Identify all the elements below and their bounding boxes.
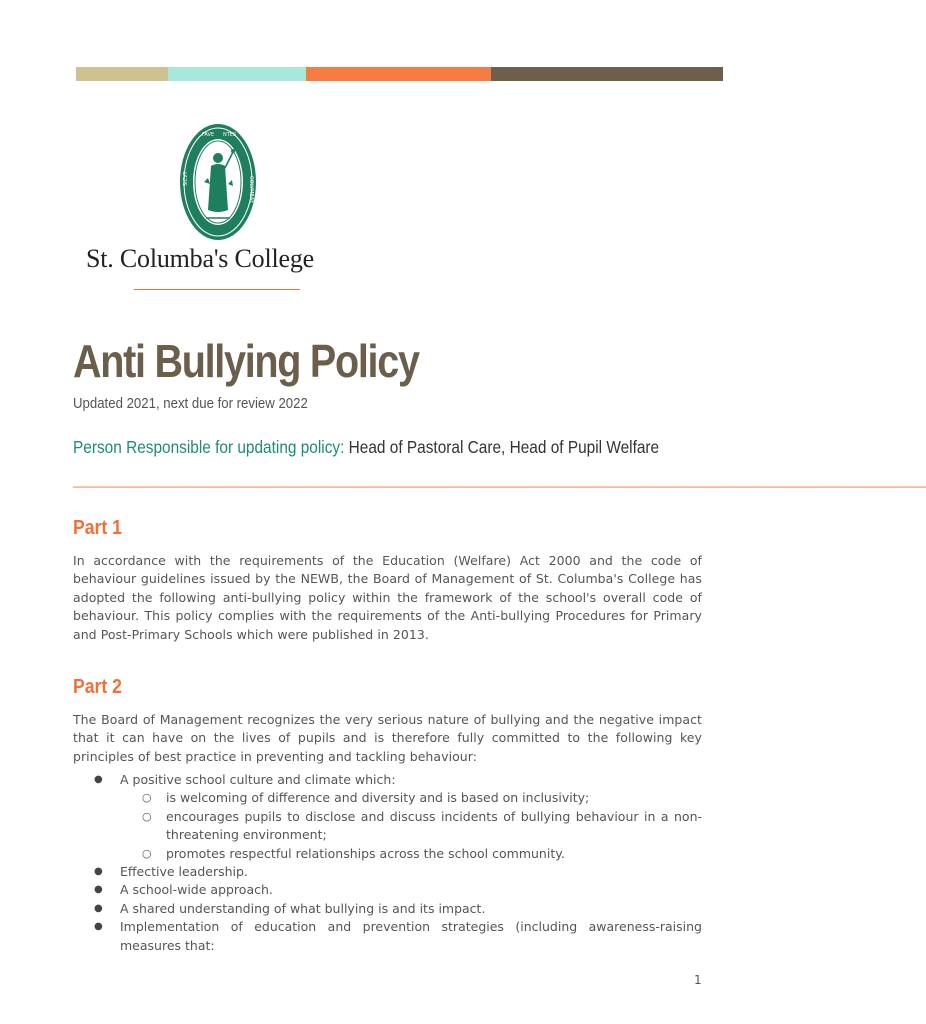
responsible-value: Head of Pastoral Care, Head of Pupil Welfare <box>348 437 660 457</box>
document-subtitle: Updated 2021, next due for review 2022 <box>73 395 308 412</box>
college-name-underline <box>134 289 300 290</box>
sub-bullet-icon: ○ <box>142 809 152 823</box>
list-item <box>73 863 702 881</box>
sub-bullet-icon: ○ <box>142 846 152 860</box>
svg-text:COLVMBAE: COLVMBAE <box>248 176 254 204</box>
principles-list <box>73 771 702 955</box>
sublist-item <box>120 845 702 863</box>
principles-sublist <box>120 789 702 863</box>
responsible-person-line <box>73 437 659 458</box>
bullet-icon: ● <box>94 921 103 933</box>
list-item-text: Implementation of education and prevention strategies (including awareness-raising measures that: <box>120 919 702 953</box>
svg-text:FAVE: FAVE <box>202 132 215 138</box>
svg-text:NTES: NTES <box>223 132 237 138</box>
sublist-item-text: encourages pupils to disclose and discuss incidents of bullying behaviour in a non-threatening environment; <box>166 808 702 843</box>
svg-text:SICVT: SICVT <box>183 171 189 186</box>
sublist-item-text: is welcoming of difference and diversity and is based on inclusivity; <box>166 790 590 806</box>
list-item-text: A positive school culture and climate which: <box>120 772 396 787</box>
bullet-icon: ● <box>94 884 103 896</box>
color-bar-segment-3 <box>306 67 491 81</box>
section-divider: ______________________________________________________________________________________________________________________ <box>73 473 926 488</box>
color-bar-segment-2 <box>168 67 306 81</box>
bullet-icon: ● <box>94 866 103 878</box>
seal-icon <box>178 122 258 242</box>
list-item <box>73 918 702 955</box>
bullet-icon: ● <box>94 774 103 785</box>
list-item <box>73 900 702 918</box>
part-2-heading: Part 2 <box>73 676 122 698</box>
sublist-item-text: promotes respectful relationships across the school community. <box>166 845 565 861</box>
list-item-text: A school-wide approach. <box>120 882 273 898</box>
bullet-icon: ● <box>94 902 103 914</box>
part-1-text: In accordance with the requirements of the Education (Welfare) Act 2000 and the code of behaviour guidelines issued by the NEWB, the Board of Management of St. Columba's College has adopted the following anti-bullying policy within the framework of the school's overall code of behaviour. This policy complies with the requirements of the Anti-bullying Procedures for Primary and Post-Primary Schools which were published in 2013. <box>73 553 702 642</box>
part-1-heading: Part 1 <box>73 517 122 539</box>
color-bar-segment-1 <box>76 67 168 81</box>
college-name: St. Columba's College <box>86 244 314 273</box>
sublist-item <box>120 808 702 845</box>
sublist-item <box>120 789 702 807</box>
list-item <box>73 771 702 863</box>
page-number: 1 <box>694 973 702 987</box>
part-2-text: The Board of Management recognizes the very serious nature of bullying and the negative impact that it can have on the lives of pupils and is therefore fully committed to the following key principles of best practice in preventing and tackling behaviour: <box>73 712 702 764</box>
list-item-text: Effective leadership. <box>120 864 248 880</box>
responsible-label: Person Responsible for updating policy: <box>73 437 345 457</box>
document-title: Anti Bullying Policy <box>73 335 419 387</box>
list-item-text: A shared understanding of what bullying is and its impact. <box>120 900 486 916</box>
list-item <box>73 881 702 899</box>
header-color-bar <box>76 67 723 81</box>
college-seal-logo <box>178 122 258 242</box>
color-bar-segment-4 <box>491 67 723 81</box>
sub-bullet-icon: ○ <box>142 791 152 805</box>
